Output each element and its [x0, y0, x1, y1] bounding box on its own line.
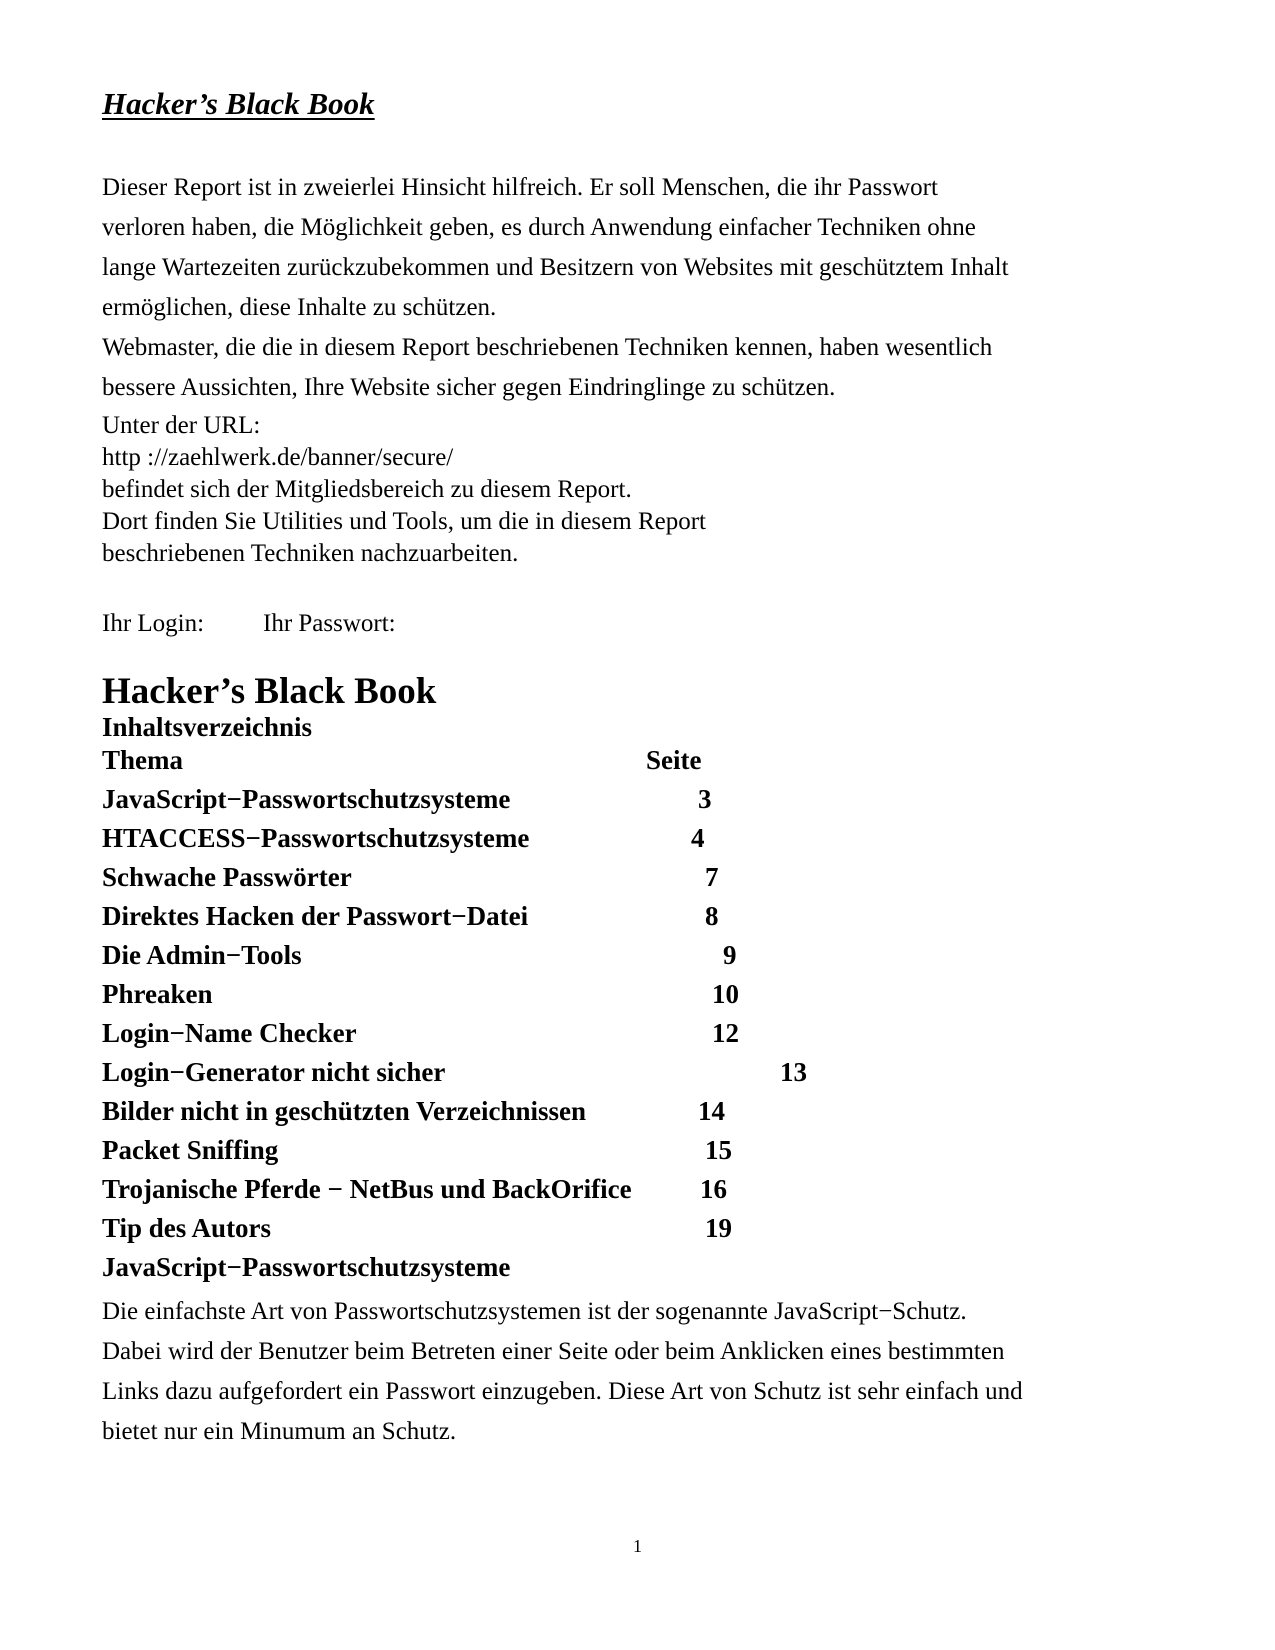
section-body-line: bietet nur ein Minumum an Schutz.: [102, 1418, 457, 1445]
toc-entry[interactable]: [102, 901, 719, 939]
toc-entry[interactable]: [102, 784, 712, 822]
toc-entry[interactable]: [102, 823, 705, 861]
toc-entry-topic: Login−Generator nicht sicher: [102, 1057, 446, 1087]
section-body-line: Die einfachste Art von Passwortschutzsystemen ist der sogenannte JavaScript−Schutz.: [102, 1298, 967, 1325]
toc-entry[interactable]: [102, 1135, 732, 1173]
toc-column-page: Seite: [646, 745, 702, 775]
intro-line: verloren haben, die Möglichkeit geben, es durch Anwendung einfacher Techniken ohne: [102, 214, 976, 241]
toc-entry[interactable]: [102, 1057, 807, 1095]
section-body-line: Links dazu aufgefordert ein Passwort einzugeben. Diese Art von Schutz ist sehr einfach und: [102, 1378, 1023, 1405]
toc-heading: Inhaltsverzeichnis: [102, 712, 313, 742]
toc-column-topic: Thema: [102, 745, 183, 775]
login-label: Ihr Login:: [102, 610, 205, 637]
toc-entry[interactable]: [102, 1018, 739, 1056]
toc-entry-topic: Packet Sniffing: [102, 1135, 279, 1165]
toc-entry-page: 4: [691, 823, 705, 853]
toc-entry-page: 14: [698, 1096, 725, 1126]
webmaster-line: Webmaster, die die in diesem Report beschriebenen Techniken kennen, haben wesentlich: [102, 334, 993, 361]
url-block-line: Unter der URL:: [102, 412, 261, 439]
toc-entry-page: 16: [700, 1174, 727, 1204]
toc-entry-topic: Login−Name Checker: [102, 1018, 357, 1048]
url-link[interactable]: http ://zaehlwerk.de/banner/secure/: [102, 444, 454, 471]
section-heading: JavaScript−Passwortschutzsysteme: [102, 1252, 511, 1282]
toc-entry[interactable]: [102, 1096, 725, 1134]
toc-entry-page: 10: [712, 979, 739, 1009]
toc-entry-page: 3: [698, 784, 712, 814]
toc-entry-topic: Direktes Hacken der Passwort−Datei: [102, 901, 529, 931]
toc-entry[interactable]: [102, 1174, 727, 1212]
page-number: 1: [633, 1536, 642, 1556]
toc-entry-topic: Bilder nicht in geschützten Verzeichnissen: [102, 1096, 587, 1126]
toc-entry-page: 15: [705, 1135, 732, 1165]
toc-entry-topic: Die Admin−Tools: [102, 940, 302, 970]
toc-entry-topic: HTACCESS−Passwortschutzsysteme: [102, 823, 530, 853]
toc-entry[interactable]: [102, 979, 739, 1017]
toc-entry-topic: Tip des Autors: [102, 1213, 272, 1243]
intro-line: ermöglichen, diese Inhalte zu schützen.: [102, 294, 497, 321]
toc-entry-page: 9: [723, 940, 737, 970]
toc-entry[interactable]: [102, 940, 737, 978]
toc-entry-page: 8: [705, 901, 719, 931]
toc-entry-page: 7: [705, 862, 719, 892]
webmaster-line: bessere Aussichten, Ihre Website sicher gegen Eindringlinge zu schützen.: [102, 374, 836, 401]
toc-entry-topic: Trojanische Pferde − NetBus und BackOrifice: [102, 1174, 632, 1204]
toc-entry[interactable]: [102, 862, 719, 900]
toc-entry-page: 13: [780, 1057, 807, 1087]
intro-line: Dieser Report ist in zweierlei Hinsicht hilfreich. Er soll Menschen, die ihr Passwort: [102, 174, 938, 201]
section-body-line: Dabei wird der Benutzer beim Betreten einer Seite oder beim Anklicken eines bestimmten: [102, 1338, 1005, 1365]
document-title: Hacker’s Black Book: [102, 86, 375, 121]
url-block-line: beschriebenen Techniken nachzuarbeiten.: [102, 540, 519, 567]
toc-entry-topic: Phreaken: [102, 979, 213, 1009]
book-title: Hacker’s Black Book: [102, 671, 437, 712]
toc-entry-topic: JavaScript−Passwortschutzsysteme: [102, 784, 511, 814]
toc-entry-page: 12: [712, 1018, 739, 1048]
url-block-line: befindet sich der Mitgliedsbereich zu diesem Report.: [102, 476, 632, 503]
toc-entry-topic: Schwache Passwörter: [102, 862, 352, 892]
password-label: Ihr Passwort:: [263, 610, 396, 637]
toc-header-row: [102, 745, 702, 783]
toc-entry[interactable]: [102, 1213, 732, 1251]
url-block-line: Dort finden Sie Utilities und Tools, um die in diesem Report: [102, 508, 706, 535]
toc-entry-page: 19: [705, 1213, 732, 1243]
intro-line: lange Wartezeiten zurückzubekommen und Besitzern von Websites mit geschütztem Inhalt: [102, 254, 1009, 281]
